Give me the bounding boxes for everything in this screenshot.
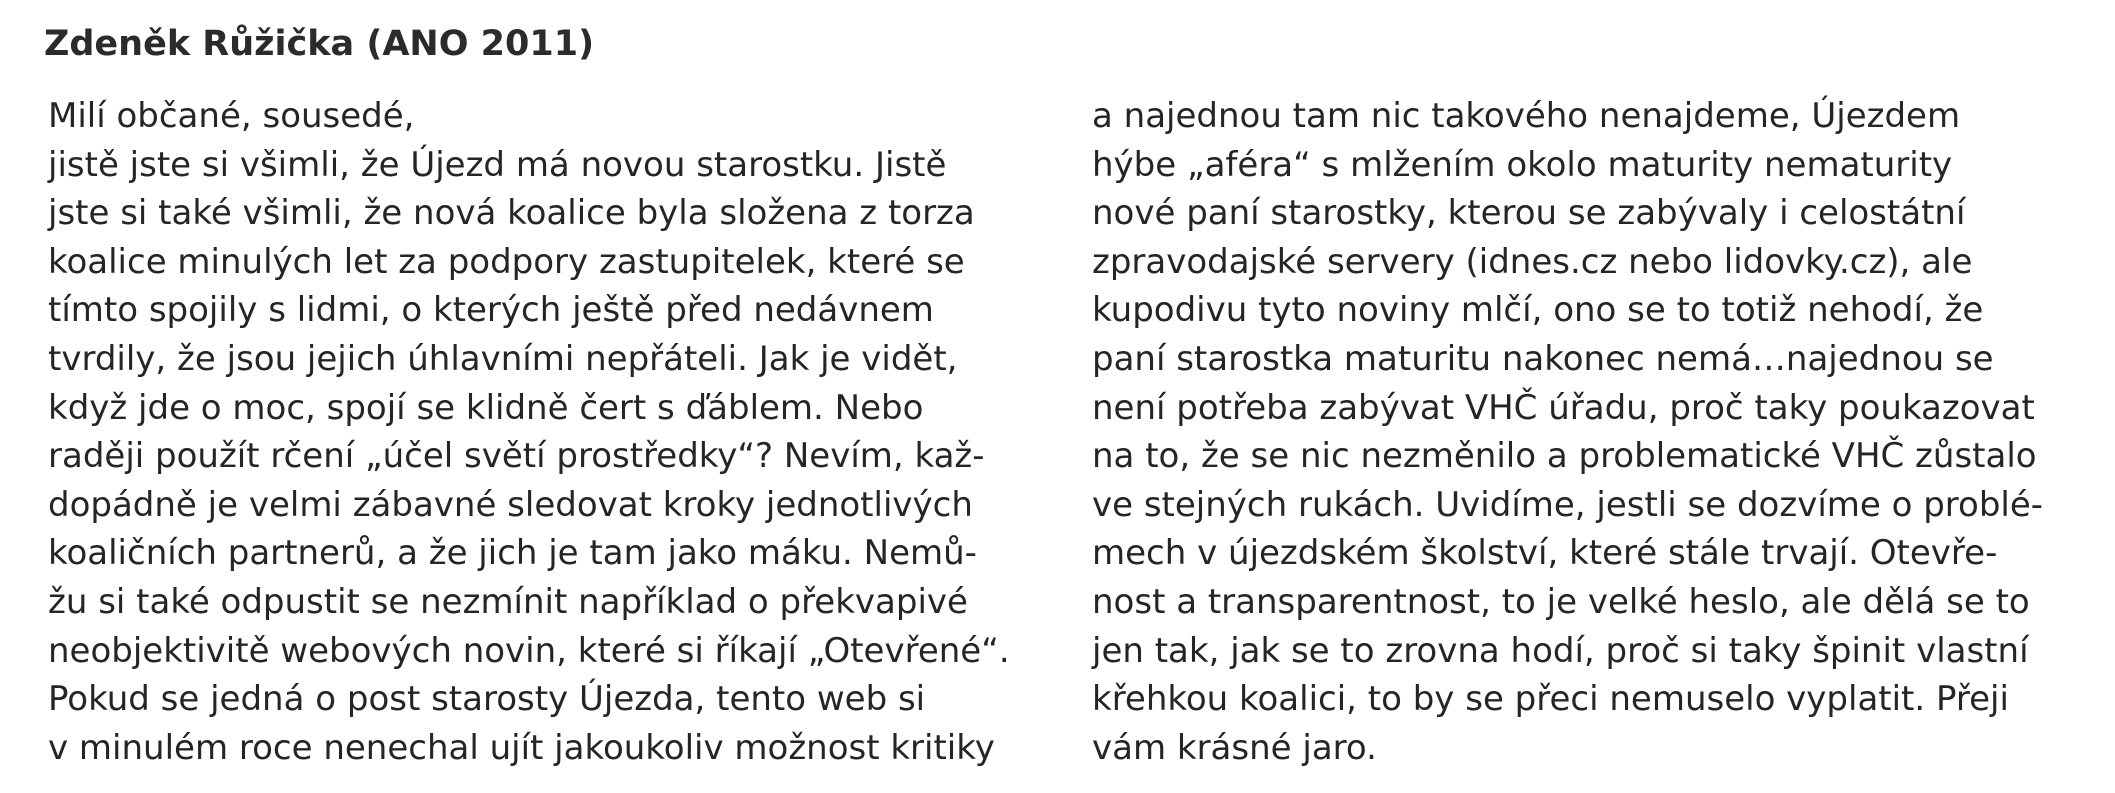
text-line: tímto spojily s lidmi, o kterých ještě před nedávnem	[48, 290, 934, 331]
text-line: vám krásné jaro.	[1092, 727, 1377, 768]
text-line: když jde o moc, spojí se klidně čert s ďáblem. Nebo	[48, 387, 924, 428]
text-line: raději použít rčení „účel světí prostředky“? Nevím, kaž-	[48, 436, 985, 477]
text-line: paní starostka maturitu nakonec nemá…najednou se	[1092, 338, 1994, 379]
text-line: koalice minulých let za podpory zastupitelek, které se	[48, 241, 965, 282]
text-line: dopádně je velmi zábavné sledovat kroky jednotlivých	[48, 484, 973, 525]
text-column-left	[48, 92, 1058, 772]
text-line: tvrdily, že jsou jejich úhlavními nepřáteli. Jak je vidět,	[48, 338, 958, 379]
article-heading: Zdeněk Růžička (ANO 2011)	[44, 24, 595, 64]
text-column-right	[1092, 92, 2102, 772]
text-line: ve stejných rukách. Uvidíme, jestli se dozvíme o problé-	[1092, 484, 2044, 525]
text-line: není potřeba zabývat VHČ úřadu, proč taky poukazovat	[1092, 387, 2035, 428]
text-line: jistě jste si všimli, že Újezd má novou starostku. Jistě	[48, 144, 947, 185]
text-line: koaličních partnerů, a že jich je tam jako máku. Nemů-	[48, 533, 977, 574]
text-line: jste si také všimli, že nová koalice byla složena z torza	[48, 193, 975, 234]
text-line: v minulém roce nenechal ujít jakoukoliv možnost kritiky	[48, 727, 995, 768]
text-line: a najednou tam nic takového nenajdeme, Újezdem	[1092, 96, 1961, 136]
text-line: křehkou koalici, to by se přeci nemuselo vyplatit. Přeji	[1092, 679, 2009, 720]
text-line: žu si také odpustit se nezmínit například o překvapivé	[48, 581, 968, 622]
text-line: nové paní starostky, kterou se zabývaly i celostátní	[1092, 193, 1966, 234]
text-line: kupodivu tyto noviny mlčí, ono se to totiž nehodí, že	[1092, 290, 1984, 331]
text-line: mech v újezdském školství, které stále trvají. Otevře-	[1092, 533, 1998, 574]
text-line: hýbe „aféra“ s mlžením okolo maturity nematurity	[1092, 144, 1953, 185]
text-line: na to, že se nic nezměnilo a problematické VHČ zůstalo	[1092, 436, 2037, 477]
text-line: neobjektivitě webových novin, které si říkají „Otevřené“.	[48, 630, 1010, 671]
text-line: jen tak, jak se to zrovna hodí, proč si taky špinit vlastní	[1092, 630, 2029, 671]
text-line: Milí občané, sousedé,	[48, 96, 415, 136]
text-line: zpravodajské servery (idnes.cz nebo lidovky.cz), ale	[1092, 241, 1973, 282]
text-line: Pokud se jedná o post starosty Újezda, tento web si	[48, 679, 926, 720]
text-line: nost a transparentnost, to je velké heslo, ale dělá se to	[1092, 581, 2030, 622]
